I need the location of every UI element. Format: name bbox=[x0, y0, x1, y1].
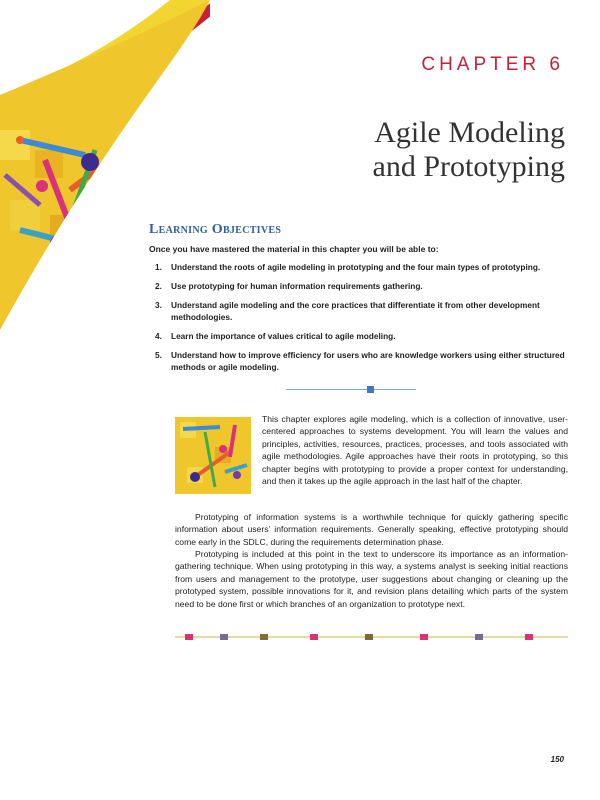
decorative-footer-rule bbox=[175, 633, 568, 641]
body-paragraph-1: This chapter explores agile modeling, which is a collection of innovative, user-centered approaches to systems development. You will learn the values and principles, activities, resources, practices, processes, and tools associated with agile methodologies. Agile approaches have their roots in prototyping, so this chapter begins with prototyping to provide a proper context for understanding, and then it takes up the agile approach in the last half of the chapter. bbox=[262, 414, 568, 487]
objective-item: 3. Understand agile modeling and the core practices that differentiate it from other development methodologies. bbox=[155, 300, 540, 322]
body-paragraph-3: Prototyping is included at this point in the text to underscore its importance as an information-gathering technique. When using prototyping in this way, a systems analyst is seeking initial reactions from users and management to the prototype, user suggestions about changing or cleaning up the prototyped system, possible innovations for it, and revision plans detailing which parts of the system need to be done first or which branches of an organization to prototype next. bbox=[175, 549, 568, 609]
chapter-title-line-1: Agile Modeling bbox=[374, 116, 565, 149]
body-paragraph-2: Prototyping of information systems is a worthwhile technique for quickly gathering specific information about users’ information requirements. Generally speaking, effective prototyping should come early in the SDLC, during the requirements determination phase. bbox=[175, 512, 568, 547]
chapter-title bbox=[373, 116, 566, 184]
page-number: 150 bbox=[550, 755, 564, 764]
chapter-thumbnail-image bbox=[175, 417, 251, 494]
objective-item: 5. Understand how to improve efficiency for users who are knowledge workers using either structured methods or agile modeling. bbox=[155, 350, 565, 372]
objective-item: 2. Use prototyping for human information requirements gathering. bbox=[155, 281, 423, 291]
section-divider bbox=[286, 389, 416, 390]
learning-objectives-heading: Learning Objectives bbox=[149, 222, 282, 237]
objective-item: 1. Understand the roots of agile modeling in prototyping and the four main types of prototyping. bbox=[155, 262, 541, 272]
learning-objectives-list bbox=[149, 261, 569, 380]
learning-objectives-intro: Once you have mastered the material in this chapter you will be able to: bbox=[149, 244, 439, 254]
objective-item: 4. Learn the importance of values critical to agile modeling. bbox=[155, 331, 396, 341]
chapter-title-line-2: and Prototyping bbox=[372, 150, 565, 183]
section-divider-marker bbox=[367, 386, 374, 393]
chapter-label: CHAPTER 6 bbox=[421, 54, 564, 75]
